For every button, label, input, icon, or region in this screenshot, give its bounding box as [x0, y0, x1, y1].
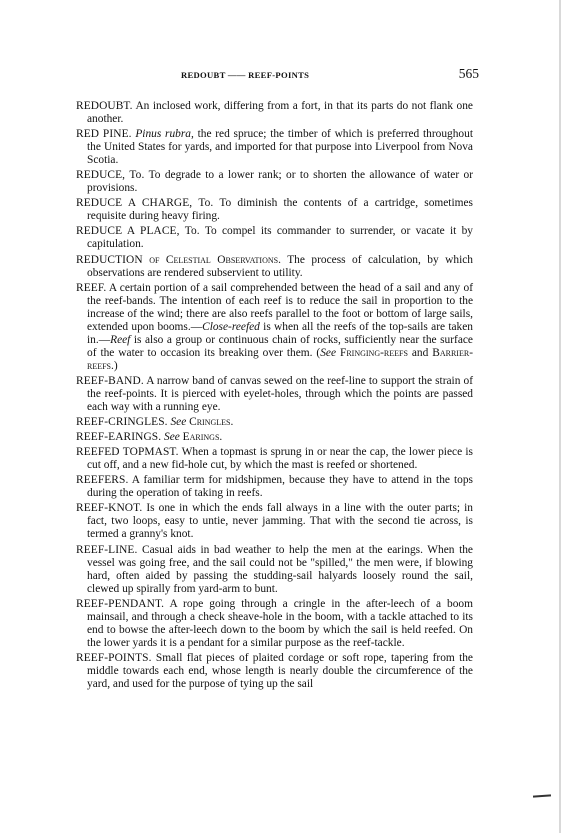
italic-term: Pinus rubra, [135, 128, 194, 141]
headword: REEFERS. [76, 474, 129, 487]
headword: REDOUBT. [76, 100, 133, 112]
definition: When a topmast is sprung in or near the cap, the lower piece is cut off, and a new fid-hole cut, by which the mast is reefed or shortened. [87, 446, 473, 472]
cross-reference-term: Fringing-reefs [336, 346, 408, 359]
entry-red-pine [76, 128, 473, 167]
definition: is also a group or continuous chain of rocks, sufficiently near the surface of the water to occasion its breaking over them. ( [87, 333, 473, 359]
entry-list [76, 100, 473, 691]
definition: ) [113, 359, 118, 372]
headword: REDUCE, To. [76, 169, 145, 182]
running-title: REDOUBT —— REEF-POINTS [181, 70, 310, 80]
page-number: 565 [458, 66, 479, 81]
entry-reduce [76, 169, 473, 195]
headword: REEF-EARINGS. [76, 431, 162, 444]
definition: and [407, 346, 433, 359]
definition: A familiar term for midshipmen, because they have to attend in the tops during the operation of taking in reefs. [87, 474, 473, 500]
definition: Small flat pieces of plaited cordage or soft rope, tapering from the middle towards each end, whose length is nearly double the circumference of the yard, and used for the purpose of tying up the sail [87, 651, 473, 690]
entry-reef-pendant [76, 598, 473, 650]
headword: REEF-POINTS. [76, 651, 152, 664]
small-caps-term: of Celestial Observations. [142, 253, 281, 266]
definition: To degrade to a lower rank; or to shorten the allowance of water or provisions. [87, 169, 474, 195]
definition: To compel its commander to surrender, or vacate it by capitulation. [87, 225, 473, 251]
entry-reef-points [76, 652, 473, 691]
headword: REEF. [76, 281, 107, 294]
entry-reduce-a-place [76, 225, 473, 251]
definition: is when all the reefs of the top-sails are taken in.— [87, 320, 473, 346]
definition: The process of calculation, by which observations are rendered subservient to utility. [87, 253, 473, 279]
headword: REEF-LINE. [76, 543, 138, 556]
headword: REDUCE A PLACE, To. [76, 225, 200, 238]
cross-reference-see: See [167, 416, 187, 429]
definition: Is one in which the ends fall always in a line with the outer parts; in fact, two loops, easy to untie, never jamming. That with the second tie across, is termed a granny's knot. [87, 502, 473, 541]
definition: An inclosed work, differing from a fort, in that its parts do not flank one another. [87, 100, 473, 126]
cross-reference-see: See [161, 431, 180, 444]
headword: RED PINE. [76, 128, 132, 141]
italic-term: Close-reefed [202, 320, 260, 333]
entry-reef-line [76, 544, 473, 596]
headword: REDUCTION [76, 253, 143, 266]
headword: REDUCE A CHARGE, To. [76, 197, 214, 210]
entry-reefed-topmast [76, 446, 473, 472]
entry-redoubt [76, 100, 473, 126]
entry-reduce-a-charge [76, 197, 473, 223]
entry-reef-band [76, 375, 473, 414]
entry-reefers [76, 474, 473, 500]
headword: REEFED TOPMAST. [76, 446, 179, 459]
definition: the red spruce; the timber of which is preferred throughout the United States for yards, and imported for that purpose into Liverpool from Nova Scotia. [87, 128, 473, 167]
entry-reef-knot [76, 502, 473, 541]
entry-reef-earings [76, 431, 473, 444]
definition: A rope going through a cringle in the after-leech of a boom mainsail, and through a check sheave-hole in the boom, with a tackle attached to its end to bowse the after-leech down to the boom by which the sail is held reefed. On the lower yards it is a pendant for a similar purpose as the reef-tackle. [87, 597, 473, 649]
entry-reef [76, 282, 473, 373]
stray-mark [533, 794, 551, 797]
definition: To diminish the contents of a cartridge, sometimes requisite during heavy firing. [87, 197, 473, 223]
definition: A certain portion of a sail comprehended between the head of a sail and any of the reef-bands. The intention of each reef is to reduce the sail in proportion to the increase of the wind; there are also reefs parallel to the foot or bottom of large sails, extended upon booms.— [87, 281, 473, 333]
definition: A narrow band of canvas sewed on the reef-line to support the strain of the reef-points. It is pierced with eyelet-holes, through which the points are passed each way with a running eye. [87, 374, 473, 414]
headword: REEF-BAND. [76, 374, 144, 387]
cross-reference-term: Barrier-reefs. [87, 346, 473, 372]
cross-reference-term: Cringles. [186, 416, 234, 429]
definition: Casual aids in bad weather to help the men at the earings. When the vessel was going free, and the sail could not be "spilled," the men were, if blowing hard, often aided by passing the studding-sail halyards loosely round the sail, clewed up spirally from yard-arm to bunt. [87, 543, 473, 595]
entry-reduction [76, 254, 473, 280]
running-head [76, 64, 479, 90]
headword: REEF-KNOT. [76, 502, 143, 515]
italic-term: Reef [110, 333, 131, 346]
cross-reference-see: See [320, 346, 337, 359]
entry-reef-cringles [76, 416, 473, 429]
headword: REEF-CRINGLES. [76, 416, 168, 429]
dictionary-page [76, 64, 479, 693]
headword: REEF-PENDANT. [76, 597, 165, 610]
cross-reference-term: Earings. [179, 431, 223, 444]
